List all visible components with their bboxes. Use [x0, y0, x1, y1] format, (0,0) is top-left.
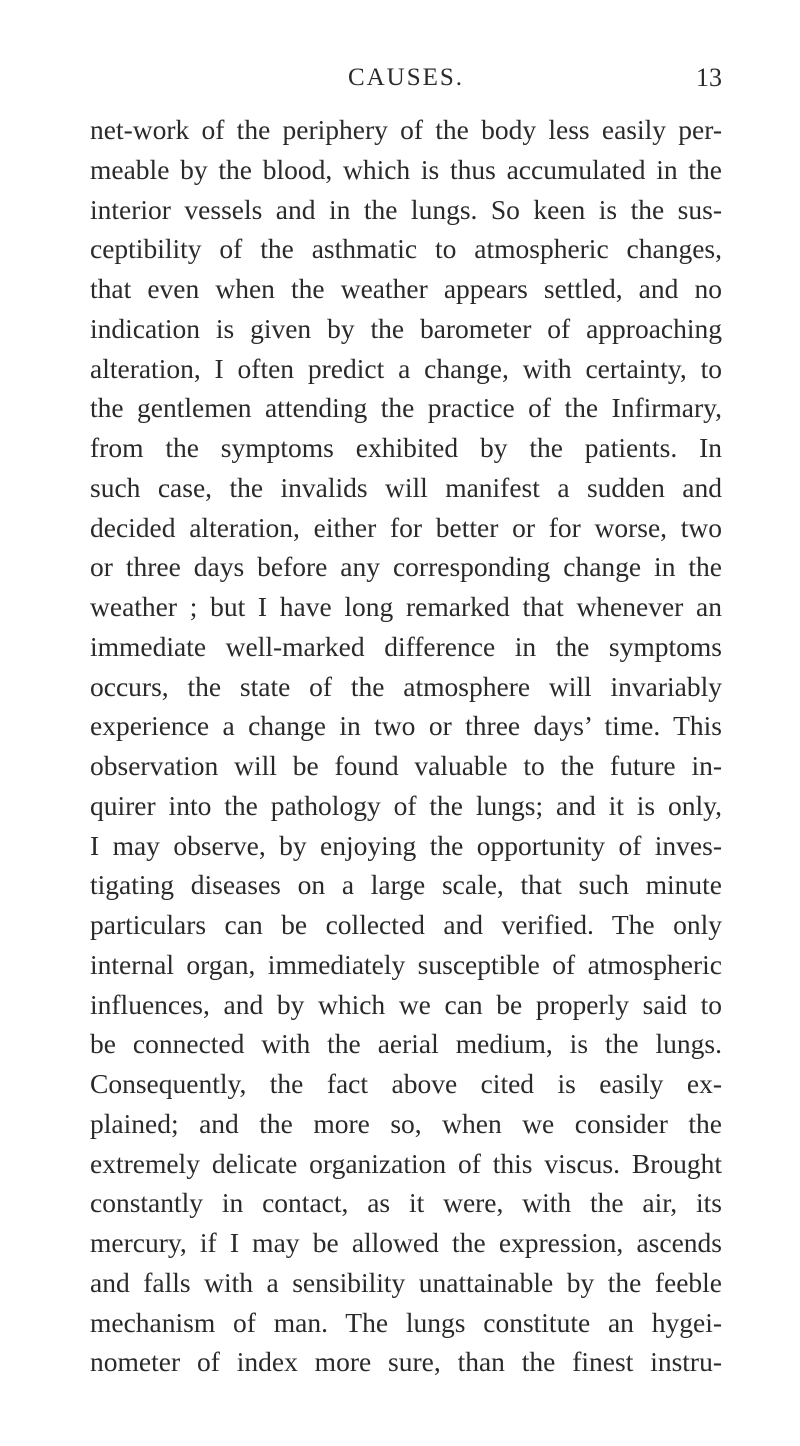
- text-line: experience a change in two or three days’ time. This: [90, 710, 722, 742]
- text-line: decided alteration, either for better or for worse, two: [90, 511, 722, 543]
- text-line: internal organ, immediately susceptible of atmospheric: [90, 948, 722, 980]
- text-line: I may observe, by enjoying the opportunity of inves-: [90, 829, 722, 861]
- text-line: weather ; but I have long remarked that whenever an: [90, 591, 722, 622]
- text-line: indication is given by the barometer of approaching: [90, 312, 722, 344]
- text-line: mercury, if I may be allowed the expression, ascends: [90, 1227, 722, 1258]
- text-line: net-work of the periphery of the body less easily per-: [90, 114, 722, 145]
- text-line: tigating diseases on a large scale, that such minute: [90, 869, 722, 901]
- text-line: and falls with a sensibility unattainable by the feeble: [90, 1266, 722, 1298]
- text-line: occurs, the state of the atmosphere will invariably: [90, 670, 722, 702]
- text-line: plained; and the more so, when we consider the: [90, 1107, 722, 1139]
- text-line: quirer into the pathology of the lungs; and it is only,: [90, 789, 722, 821]
- text-line: observation will be found valuable to the future in-: [90, 750, 722, 781]
- text-line: influences, and by which we can be properly said to: [90, 988, 722, 1020]
- text-line: constantly in contact, as it were, with the air, its: [90, 1187, 722, 1219]
- text-line: extremely delicate organization of this viscus. Brought: [90, 1147, 722, 1179]
- text-line: the gentlemen attending the practice of the Infirmary,: [90, 392, 722, 424]
- text-line: interior vessels and in the lungs. So keen is the sus-: [90, 193, 722, 225]
- page-header: [90, 58, 722, 98]
- text-line: ceptibility of the asthmatic to atmospheric changes,: [90, 233, 722, 265]
- text-line: that even when the weather appears settled, and no: [90, 273, 722, 304]
- text-line: alteration, I often predict a change, with certainty, to: [90, 352, 722, 384]
- text-line: Consequently, the fact above cited is easily ex-: [90, 1068, 722, 1099]
- running-head: CAUSES.: [347, 64, 465, 91]
- text-line: from the symptoms exhibited by the patients. In: [90, 432, 722, 463]
- text-line: be connected with the aerial medium, is the lungs.: [90, 1028, 722, 1060]
- text-line: mechanism of man. The lungs constitute an hygei-: [90, 1306, 722, 1338]
- text-line: nometer of index more sure, than the finest instru-: [90, 1346, 722, 1378]
- text-line: such case, the invalids will manifest a sudden and: [90, 471, 722, 503]
- text-line: meable by the blood, which is thus accumulated in the: [90, 153, 722, 185]
- text-line: particulars can be collected and verified. The only: [90, 909, 722, 940]
- body-text: [90, 110, 722, 1382]
- page-number: 13: [696, 63, 722, 92]
- text-line: or three days before any corresponding change in the: [90, 551, 722, 583]
- text-line: immediate well-marked difference in the symptoms: [90, 630, 722, 662]
